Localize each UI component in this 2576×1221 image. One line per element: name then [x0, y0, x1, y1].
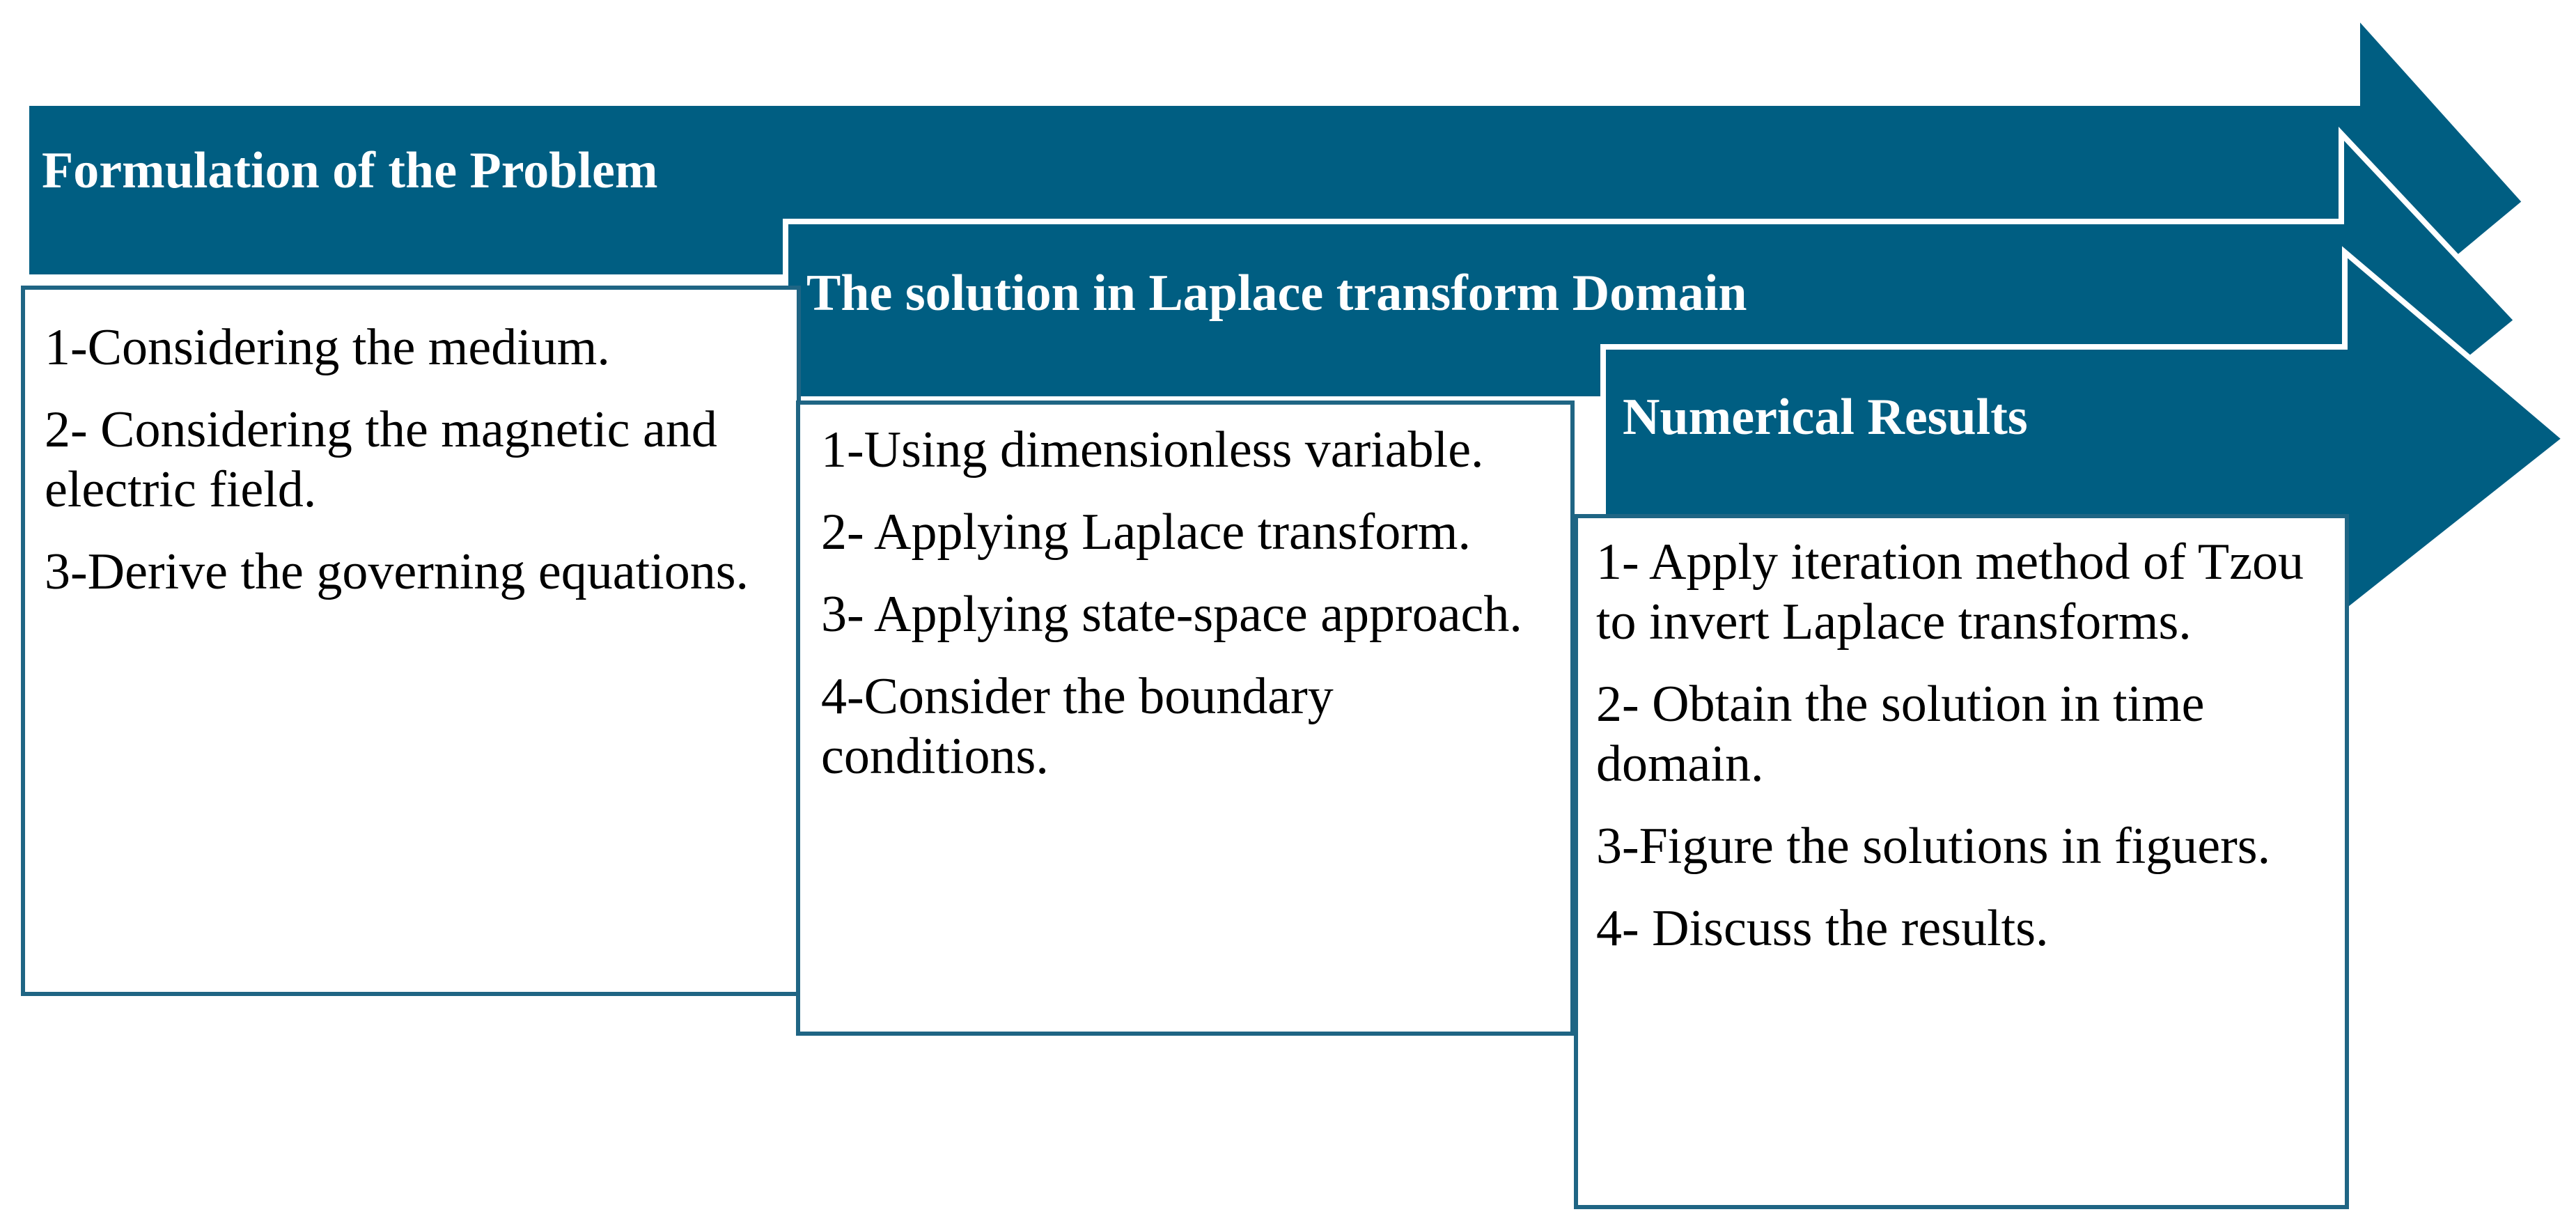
stage-2-step: 4-Consider the boundary conditions.: [821, 668, 1334, 785]
stage-2-title: The solution in Laplace transform Domain: [806, 265, 1747, 322]
stage-1-box: [21, 286, 801, 996]
stage-3-title: Numerical Results: [1623, 389, 2028, 446]
stage-1-step-list: [45, 318, 780, 602]
stage-1-title: Formulation of the Problem: [42, 142, 658, 199]
stage-3-step: 3-Figure the solutions in figuers.: [1596, 818, 2271, 875]
stage-2-box: [796, 400, 1575, 1036]
stage-3-step: 2- Obtain the solution in time domain.: [1596, 676, 2205, 793]
stage-3-box: [1574, 514, 2349, 1209]
stage-2-step: 2- Applying Laplace transform.: [821, 504, 1471, 561]
stage-2-step-list: [821, 420, 1556, 786]
stage-3-step: 4- Discuss the results.: [1596, 900, 2049, 957]
stage-2-step: 3- Applying state-space approach.: [821, 586, 1522, 643]
stage-3-step: 1- Apply iteration method of Tzou to invert Laplace transforms.: [1596, 534, 2304, 651]
stage-1-step: 3-Derive the governing equations.: [45, 543, 749, 600]
stage-1-step: 1-Considering the medium.: [45, 319, 610, 376]
stage-2-step: 1-Using dimensionless variable.: [821, 421, 1484, 479]
stage-3-step-list: [1596, 532, 2331, 958]
stage-1-step: 2- Considering the magnetic and electric field.: [45, 401, 717, 518]
